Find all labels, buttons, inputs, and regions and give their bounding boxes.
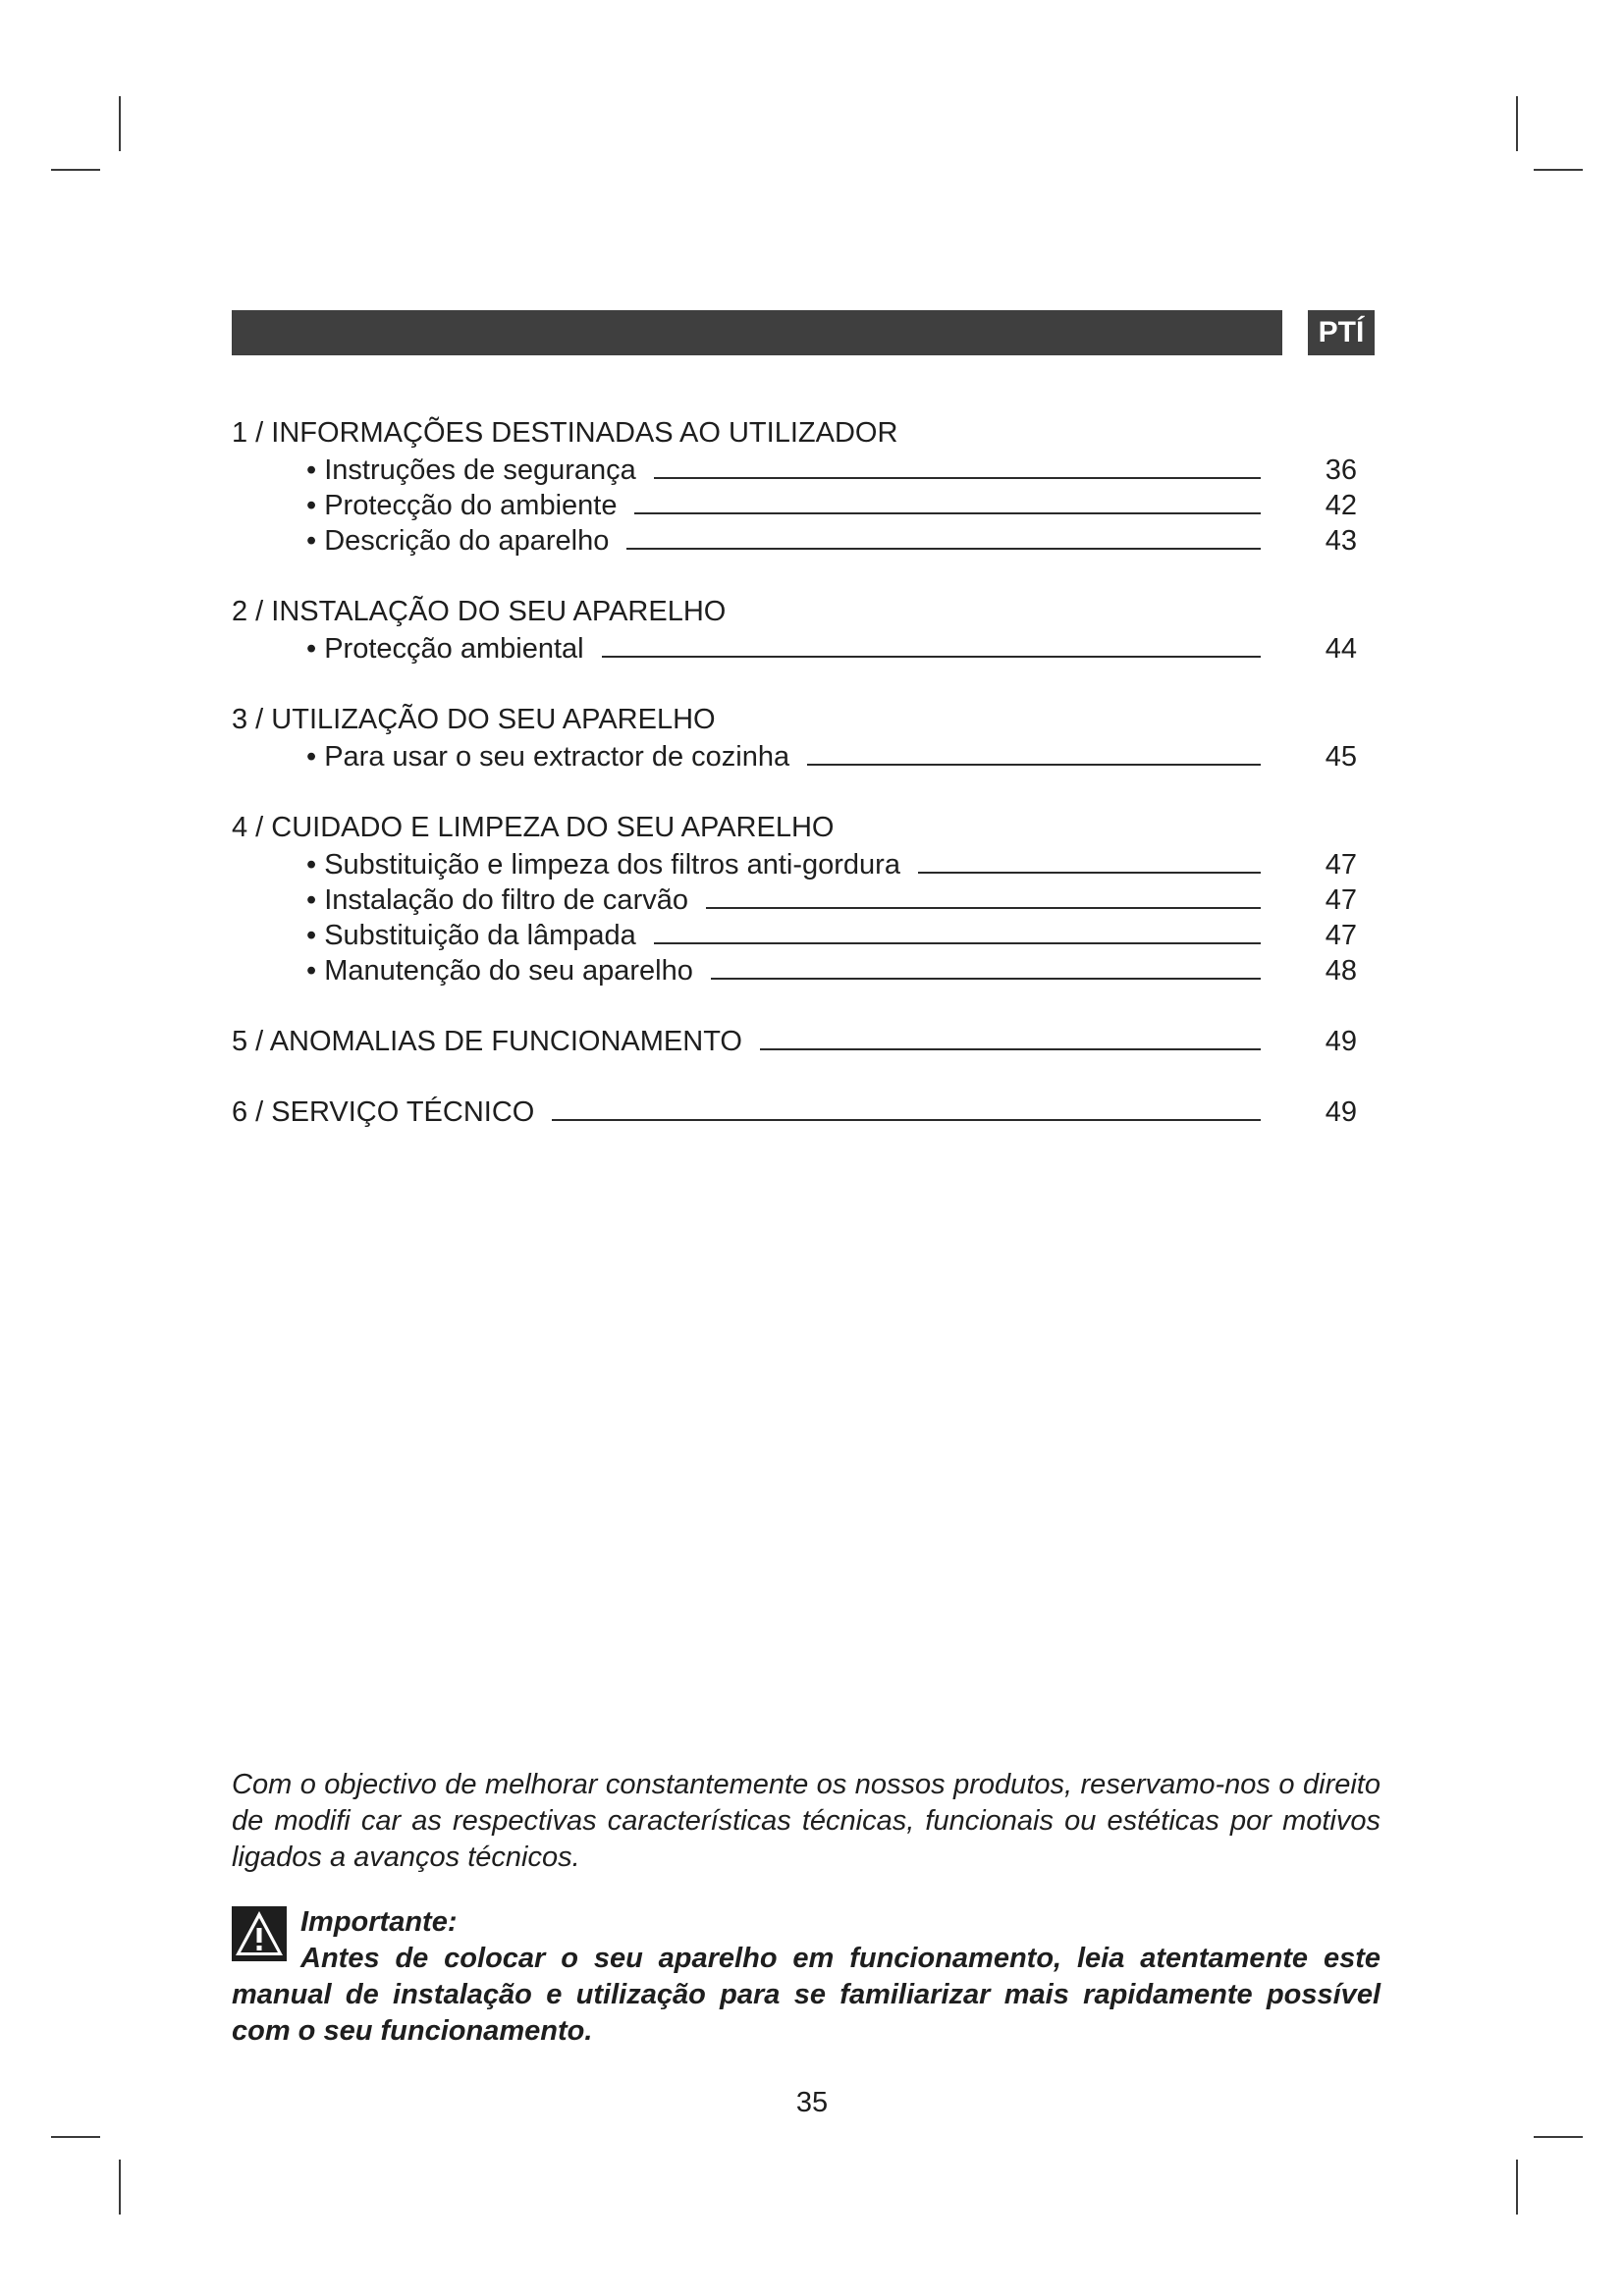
toc-page-number: 42 <box>1325 490 1357 521</box>
toc-entry-label: • Protecção ambiental <box>306 633 584 665</box>
toc-entry[interactable] <box>232 952 1357 988</box>
section-title: 1 / INFORMAÇÕES DESTINADAS AO UTILIZADOR <box>232 417 898 449</box>
crop-mark <box>51 169 100 171</box>
dot-leader <box>602 656 1261 658</box>
section-title: 5 / ANOMALIAS DE FUNCIONAMENTO <box>232 1026 742 1057</box>
section-title: 6 / SERVIÇO TÉCNICO <box>232 1096 535 1128</box>
toc-entry[interactable] <box>232 522 1357 558</box>
toc-entry-label: • Descrição do aparelho <box>306 525 610 557</box>
header-bar <box>232 310 1282 355</box>
dot-leader <box>760 1048 1261 1050</box>
section-title: 3 / UTILIZAÇÃO DO SEU APARELHO <box>232 704 716 735</box>
toc-page-number: 47 <box>1325 849 1357 881</box>
toc-entry[interactable] <box>232 846 1357 881</box>
toc-entry-label: • Manutenção do seu aparelho <box>306 955 693 987</box>
crop-mark <box>1516 2160 1518 2215</box>
toc-section <box>232 1023 1357 1058</box>
dot-leader <box>706 907 1261 909</box>
toc-page-number: 49 <box>1325 1026 1357 1057</box>
important-title: Importante: <box>300 1906 458 1938</box>
dot-leader <box>552 1119 1261 1121</box>
toc-entry[interactable] <box>232 881 1357 917</box>
crop-mark <box>51 2136 100 2138</box>
toc-page-number: 49 <box>1325 1096 1357 1128</box>
crop-mark <box>119 96 121 151</box>
dot-leader <box>711 978 1261 980</box>
disclaimer-note: Com o objectivo de melhorar constantemente os nossos produtos, reservamo-nos o direito de modifi car as respectivas características técnicas, funcionais ou estéticas por motivos ligados a avanços técnicos. <box>232 1769 1380 1873</box>
toc-entry[interactable] <box>232 487 1357 522</box>
warning-triangle-icon <box>232 1906 287 1961</box>
toc-section <box>232 414 1357 558</box>
toc-entry[interactable] <box>232 917 1357 952</box>
toc-section <box>232 1094 1357 1129</box>
important-text: Antes de colocar o seu aparelho em funcionamento, leia atentamente este manual de instalação e utilização para se familiarizar mais rapidamente possível com o seu funcionamento. <box>232 1943 1380 2047</box>
toc-entry[interactable] <box>232 630 1357 666</box>
toc-entry[interactable] <box>232 1023 1357 1058</box>
toc-page-number: 47 <box>1325 884 1357 916</box>
crop-mark <box>1516 96 1518 151</box>
toc-section <box>232 593 1357 666</box>
toc-section <box>232 701 1357 774</box>
dot-leader <box>918 872 1261 874</box>
dot-leader <box>626 548 1261 550</box>
section-title: 2 / INSTALAÇÃO DO SEU APARELHO <box>232 596 727 627</box>
toc-page-number: 48 <box>1325 955 1357 987</box>
toc-section <box>232 809 1357 988</box>
crop-mark <box>119 2160 121 2215</box>
important-notice <box>232 1904 1380 2050</box>
toc-page-number: 47 <box>1325 920 1357 951</box>
toc-page-number: 45 <box>1325 741 1357 773</box>
toc-page-number: 43 <box>1325 525 1357 557</box>
toc-entry-label: • Para usar o seu extractor de cozinha <box>306 741 790 773</box>
section-title: 4 / CUIDADO E LIMPEZA DO SEU APARELHO <box>232 812 835 843</box>
toc-page-number: 44 <box>1325 633 1357 665</box>
toc-entry-label: • Substituição e limpeza dos filtros anti-gordura <box>306 849 900 881</box>
toc-entry-label: • Protecção do ambiente <box>306 490 618 521</box>
crop-mark <box>1534 169 1583 171</box>
toc-entry[interactable] <box>232 1094 1357 1129</box>
dot-leader <box>654 477 1261 479</box>
toc-entry-label: • Instruções de segurança <box>306 454 636 486</box>
toc-entry[interactable] <box>232 452 1357 487</box>
dot-leader <box>654 942 1261 944</box>
dot-leader <box>634 512 1261 514</box>
page-number: 35 <box>795 2087 829 2118</box>
toc-entry-label: • Substituição da lâmpada <box>306 920 636 951</box>
language-badge: PTÍ <box>1308 310 1375 355</box>
toc-entry[interactable] <box>232 738 1357 774</box>
toc-entry-label: • Instalação do filtro de carvão <box>306 884 688 916</box>
table-of-contents <box>232 414 1357 1164</box>
dot-leader <box>807 764 1261 766</box>
crop-mark <box>1534 2136 1583 2138</box>
toc-page-number: 36 <box>1325 454 1357 486</box>
